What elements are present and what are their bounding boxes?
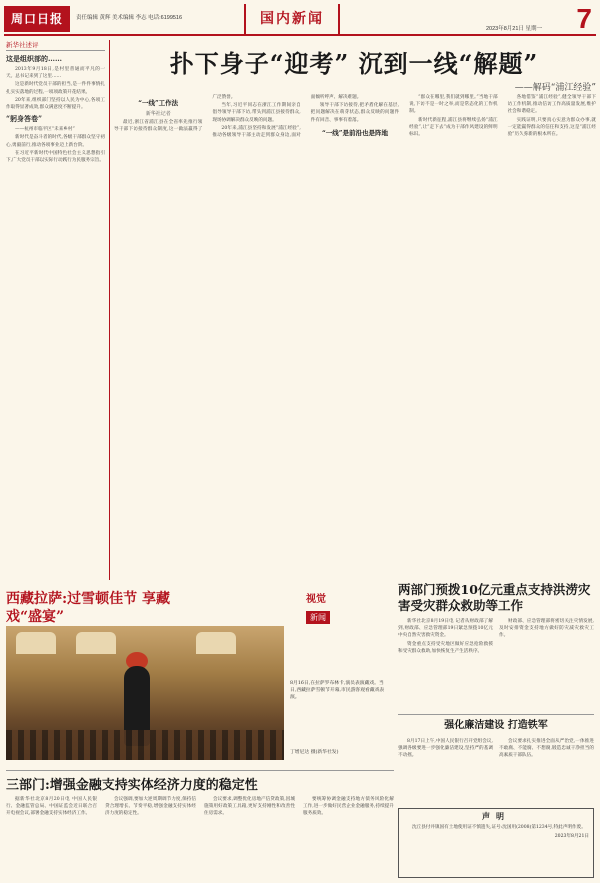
left-heading-1: 这是组织部的…… — [6, 54, 62, 63]
photo-caption: 8月16日,在拉萨罗布林卡,演员表演藏戏。当日,西藏拉萨雪顿节开幕,市民游客观看藏戏表演。 — [290, 681, 385, 700]
paragraph: 新时代是奋斗者的时代,各级干部群众坚守初心,勇毅前行,推动各项事业迈上新台阶。 — [6, 135, 105, 148]
paragraph: 20年来,浦江县坚持和发展“浦江经验”,推动各级领导干部主动走到群众身边,面对面倾听呼声、解决难题。 — [212, 95, 362, 139]
notice-box — [398, 808, 594, 878]
paragraph: 领导干部下访接待,把矛盾化解在基层,把问题解决在萌芽状态,群众反映的问题件件有回音、事事有着落。 — [310, 103, 400, 123]
right-b-headline: 强化廉洁建设 打造铁军 — [444, 720, 548, 731]
paragraph: 各地借鉴“浦江经验”,健全领导干部下访工作机制,推动信访工作高质量发展,维护社会和谐稳定。 — [507, 95, 596, 115]
paragraph: 8月17日上午,中国人民银行召开党组会议,强调各级要进一步强化廉洁建设,坚持严的基调不动摇。 — [398, 739, 493, 759]
right-story-b — [398, 714, 594, 816]
paragraph: 会议要求,调整优化房地产信贷政策,因城施策用好政策工具箱,更好支持刚性和改善性住房需求。 — [204, 797, 295, 817]
paragraph: 这是新时代党员干部的担当,是一件件事情扎扎实实落地的过程,一项项政策开花结果。 — [6, 82, 105, 95]
paragraph: 财政部、应急管理部将密切关注灾情发展,及时安排资金支持地方做好防灾减灾救灾工作。 — [499, 619, 594, 639]
bottom-body — [6, 796, 394, 883]
photo-headline: 西藏拉萨:过雪顿佳节 享藏戏“盛宴” — [6, 591, 171, 625]
badge-main: 视觉 — [306, 594, 326, 605]
editor-line: 责任编辑 黄辉 美术编辑 李志 电话:6199516 — [76, 15, 183, 21]
right-a-headline: 两部门预拨10亿元重点支持洪涝灾害受灾群众救助等工作 — [398, 582, 591, 613]
masthead — [4, 4, 596, 36]
story-subhead: “一线”是前沿也是阵地 — [321, 128, 388, 137]
paragraph: 在习近平新时代中国特色社会主义思想指引下,广大党员干部以实际行动践行为民服务宗旨。 — [6, 150, 105, 164]
photo-credit: 丁增尼达 摄(新华社发) — [290, 750, 339, 755]
paragraph: 实践证明,只要真心实意为群众办事,就一定能赢得群众的信任和支持,这是“浦江经验”历久弥新的根本所在。 — [507, 117, 596, 138]
main-deck: ——解码“浦江经验” — [514, 83, 596, 93]
notice-date: 2023年8月21日 — [554, 834, 589, 840]
bottom-headline: 三部门:增强金融支持实体经济力度的稳定性 — [6, 778, 258, 793]
tent-shape — [196, 632, 236, 654]
paragraph: 新华社北京8月19日电 记者从财政部了解到,财政部、应急管理部19日紧急预拨10亿元中央自然灾害救灾资金。 — [398, 619, 493, 639]
byline: 新华社记者 — [145, 111, 171, 117]
main-story-body — [114, 94, 596, 582]
photo-news-block — [6, 590, 394, 766]
paragraph: 最近,浙江省浦江县在全省率先推行领导干部下访接待群众制度,这一做法赢得了广泛赞誉。 — [114, 95, 236, 133]
page-number: 7 — [576, 3, 592, 34]
left-column — [6, 40, 110, 580]
paragraph: 新时代新征程,浦江县将继续弘扬“浦江经验”,让“走下去”成为干部作风建设的鲜明标识。 — [409, 117, 498, 138]
column-name: 新华社述评 — [6, 40, 105, 51]
visual-news-badge — [306, 590, 366, 624]
bottom-story — [6, 770, 394, 883]
section-title: 国内新闻 — [244, 4, 340, 34]
tent-shape — [16, 632, 56, 654]
notice-text: 沈丘县付井镇国有土地使用证不慎遗失,证号:沈国用(2008)第1234号,特此声明作废。 — [412, 825, 586, 830]
paragraph: 要统筹协调金融支持地方债务风险化解工作,进一步做好民营企业金融服务,持续提升服务质效。 — [303, 797, 394, 817]
left-heading-2: “躬身答卷” — [6, 114, 43, 124]
paragraph: 会议强调,要加大逆周期调节力度,保持信贷合理增长、节奏平稳,增强金融支持实体经济力度的稳定性。 — [105, 797, 196, 817]
quote-attribution: ——杭州市临平区“未来乡村” — [15, 127, 75, 133]
paragraph: 20年来,组织部门坚持以人民为中心,各项工作取得显著成效,群众满意度不断提升。 — [6, 97, 105, 111]
tent-shape — [76, 632, 116, 654]
paragraph: 资金重点支持受灾地区做好应急抢险救援和受灾群众救助,加快恢复生产生活秩序。 — [398, 641, 493, 654]
issue-date: 2023年8月21日 星期一 — [486, 26, 542, 32]
paragraph: 2013年9月18日,是村里普通而平凡的一天。总书记来到了这里…… — [6, 67, 105, 80]
paragraph: 会议要求扎实推进全面从严治党,一体推进不敢腐、不能腐、不想腐,锻造忠诚干净担当的高素质干部队伍。 — [499, 739, 594, 759]
badge-sub: 新闻 — [306, 611, 330, 624]
main-headline: 扑下身子“迎考” 沉到一线“解题” — [169, 49, 539, 78]
paragraph: 据新华社北京8月20日电 中国人民银行、金融监管总局、中国证监会近日联合召开电视会议,部署金融支持实体经济工作。 — [6, 797, 97, 817]
audience-crowd — [6, 730, 284, 760]
paragraph: “群众在哪里,我们就到哪里。”当地干部说,下访不是一时之举,而是常态化的工作机制。 — [409, 95, 498, 115]
right-a-body — [398, 618, 594, 728]
paragraph: 当年,习近平同志在浙江工作期间亲自倡导领导干部下访,带头到浦江县接待群众,现场协调解决群众反映的问题。 — [212, 103, 301, 123]
right-story-a — [398, 582, 594, 728]
notice-title: 声明 — [482, 811, 510, 821]
tibetan-opera-photo — [6, 626, 284, 760]
right-b-body — [398, 738, 594, 816]
story-subhead: “一线”工作法 — [138, 99, 179, 107]
newspaper-logo: 周口日报 — [4, 6, 70, 32]
